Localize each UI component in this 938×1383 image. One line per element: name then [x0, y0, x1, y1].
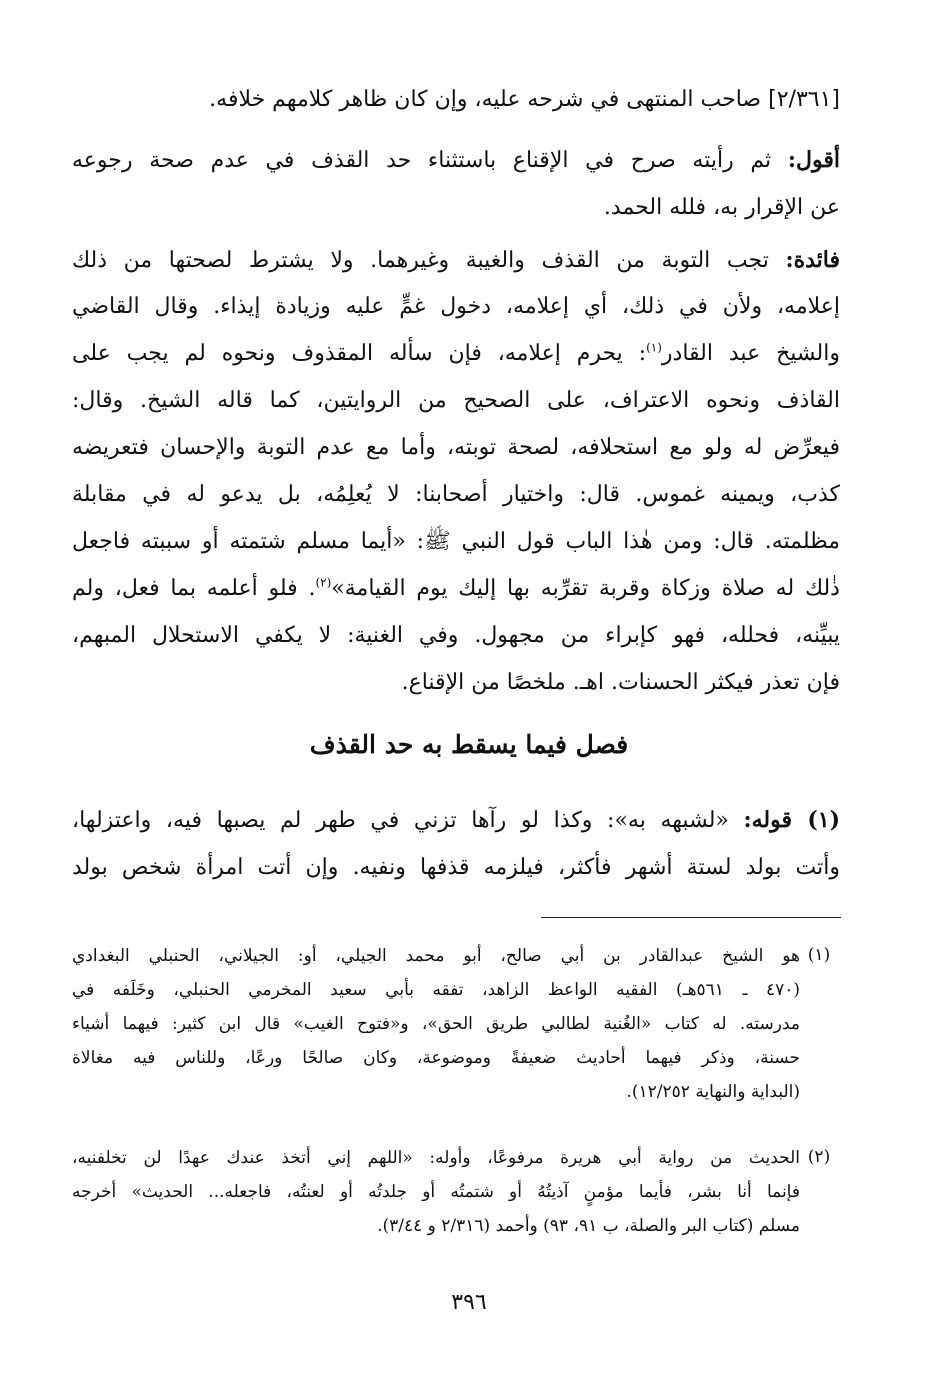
footnote-line: فإنما أنا بشر، فأيما مؤمنٍ آذيتُهُ أو شتمتُه أو جلدتُه أو لعنتُه، فاجعله... الحديث» أخرجه [72, 1182, 800, 1202]
paragraph-line [72, 800, 840, 840]
paragraph-line: إعلامه، ولأن في ذلك، أي إعلامه، دخول غمٍّ عليه وزيادة إيذاء. وقال القاضي [72, 294, 840, 319]
paragraph-lead: أقول: [787, 147, 840, 173]
paragraph-line: القاذف ونحوه الاعتراف، على الصحيح من الروايتين، كما قاله الشيخ. وقال: [72, 388, 840, 413]
paragraph-text: . فلو أعلمه بما فعل، ولم [72, 576, 316, 601]
footnote-line: هو الشيخ عبدالقادر بن أبي صالح، أبو محمد الجيلي، أو: الجيلاني، الحنبلي البغدادي [72, 946, 800, 966]
paragraph-lead: فائدة: [785, 247, 840, 273]
page-number: ٣٩٦ [451, 1290, 487, 1315]
footnote-line: مدرسته. له كتاب «الغُنية لطالبي طريق الحق»، و«فتوح الغيب» قال ابن كثير: فيهما أشياء [72, 1014, 800, 1034]
paragraph-line: مظلمته. قال: ومن هٰذا الباب قول النبي ﷺ: «أيما مسلم شتمته أو سببته فاجعل [72, 529, 840, 554]
volume-page-reference: [٢/٣٦١] [768, 87, 840, 112]
footnote-marker: (٢) [315, 575, 332, 590]
paragraph-line: فيعرِّض له ولو مع استحلافه، لصحة توبته، وأما مع عدم التوبة والإحسان فتعريضه [72, 435, 840, 460]
footnote-line: (البداية والنهاية ١٢/٢٥٢). [626, 1082, 800, 1102]
footnote-marker: (١) [646, 340, 662, 355]
paragraph-text: : يحرم إعلامه، فإن سأله المقذوف ونحوه لم يجب على [72, 341, 647, 366]
footnote-2 [72, 1142, 831, 1242]
header-text: صاحب المنتهى في شرحه عليه، وإن كان ظاهر كلامهم خلافه. [209, 87, 762, 112]
footnote-separator [541, 917, 841, 918]
paragraph-text: «لشبهه به»: وكذا لو رآها تزني في طهر لم يصبها فيه، واعتزلها، [72, 808, 729, 833]
paragraph-line: عن الإقرار به، فلله الحمد. [603, 195, 840, 220]
footnote-number: (٢) [807, 1147, 831, 1167]
paragraph-line [72, 334, 840, 374]
footnote-1 [72, 940, 831, 1102]
footnote-line: (٤٧٠ ـ ٥٦١هـ) الفقيه الواعظ الزاهد، تفقه بأبي سعيد المخرمي الحنبلي، وخَلَفه في [72, 980, 800, 1000]
paragraph-text: ثم رأيته صرح في الإقناع باستثناء حد القذف في عدم صحة رجوعه [72, 148, 772, 173]
paragraph-line: يبيِّنه، فحلله، فهو كإبراء من مجهول. وفي الغنية: لا يكفي الاستحلال المبهم، [72, 623, 840, 648]
paragraph-line: كذب، ويمينه غموس. قال: واختيار أصحابنا: لا يُعلِمُه، بل يدعو له في مقابلة [72, 482, 840, 507]
footnote-line: حسنة، وذكر فيهما أحاديث ضعيفةً وموضوعة، وكان صالحًا ورعًا، وللناس فيه مغالاة [72, 1048, 800, 1068]
paragraph-line [72, 569, 840, 609]
section-title: فصل فيما يسقط به حد القذف [309, 730, 629, 759]
paragraph-line [72, 240, 840, 280]
footnote-line: الحديث من رواية أبي هريرة مرفوعًا، وأوله: «اللهم إني أتخذ عندك عهدًا لن تخلفنيه، [72, 1148, 800, 1168]
footnote-number: (١) [807, 945, 831, 965]
paragraph-text: تجب التوبة من القذف والغيبة وغيرهما. ولا يشترط لصحتها من ذلك [72, 248, 769, 273]
header-line [72, 80, 840, 120]
paragraph-line: فإن تعذر فيكثر الحسنات. اهـ. ملخصًا من الإقناع. [401, 670, 840, 695]
paragraph-lead: (١) قوله: [743, 807, 840, 833]
paragraph-line [72, 140, 840, 180]
paragraph-text: والشيخ عبد القادر [661, 341, 840, 366]
footnote-line: مسلم (كتاب البر والصلة، ب ٩١، ٩٣) وأحمد (٢/٣١٦ و ٣/٤٤). [377, 1216, 800, 1236]
paragraph-text: ذٰلك له صلاة وزكاة وقربة تقرِّبه بها إليك يوم القيامة» [331, 576, 840, 601]
paragraph-line: وأتت بولد لستة أشهر فأكثر، فيلزمه قذفها ونفيه. وإن أتت امرأة شخص بولد [72, 855, 840, 880]
